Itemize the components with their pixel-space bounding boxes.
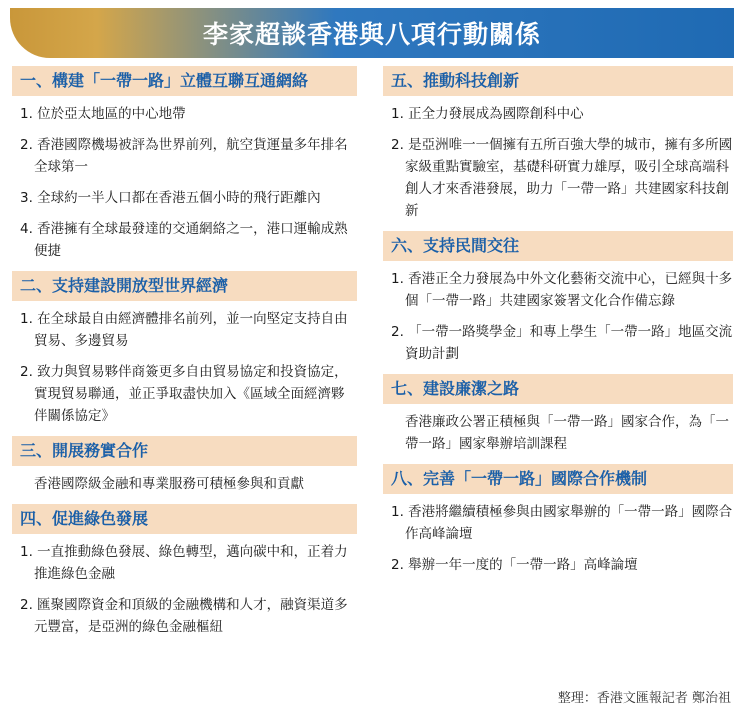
list-item: 2. 香港國際機場被評為世界前列，航空貨運量多年排名全球第一: [20, 137, 348, 175]
section-7: [383, 374, 733, 455]
list-item: 1. 香港正全力發展為中外文化藝術交流中心，已經與十多個「一帶一路」共建國家簽署文化合作備忘錄: [391, 271, 733, 309]
list-item: 2. 致力與貿易夥伴商簽更多自由貿易協定和投資協定，實現貿易聯通，並正爭取盡快加入《區域全面經濟夥伴關係協定》: [20, 364, 348, 424]
list-item: 2. 舉辦一年一度的「一帶一路」高峰論壇: [391, 557, 638, 573]
section-3: [12, 436, 357, 495]
section-paragraph: 香港國際級金融和專業服務可積極參與和貢獻: [34, 476, 304, 492]
section-6: [383, 231, 733, 365]
right-column: [383, 66, 733, 585]
section-8: [383, 464, 733, 576]
list-item: 1. 正全力發展成為國際創科中心: [391, 106, 584, 122]
section-heading: 二、支持建設開放型世界經濟: [12, 271, 357, 301]
section-heading: 五、推動科技創新: [383, 66, 733, 96]
section-5: [383, 66, 733, 222]
list-item: 1. 位於亞太地區的中心地帶: [20, 106, 186, 122]
list-item: 1. 香港將繼續積極參與由國家舉辦的「一帶一路」國際合作高峰論壇: [391, 504, 733, 542]
page-title: 李家超談香港與八項行動關係: [202, 20, 541, 49]
list-item: 2. 匯聚國際資金和頂級的金融機構和人才，融資渠道多元豐富，是亞洲的綠色金融樞紐: [20, 597, 348, 635]
title-banner: [10, 8, 734, 58]
section-heading: 四、促進綠色發展: [12, 504, 357, 534]
section-heading: 七、建設廉潔之路: [383, 374, 733, 404]
list-item: 2. 是亞洲唯一一個擁有五所百強大學的城市，擁有多所國家級重點實驗室，基礎科研實力雄厚，吸引全球高端科創人才來香港發展，助力「一帶一路」共建國家科技創新: [391, 137, 733, 219]
section-heading: 三、開展務實合作: [12, 436, 357, 466]
section-1: [12, 66, 357, 262]
list-item: 2. 「一帶一路獎學金」和專上學生「一帶一路」地區交流資助計劃: [391, 324, 733, 362]
list-item: 4. 香港擁有全球最發達的交通網絡之一，港口運輸成熟便捷: [20, 221, 348, 259]
section-heading: 一、構建「一帶一路」立體互聯互通網絡: [12, 66, 357, 96]
list-item: 1. 在全球最自由經濟體排名前列，並一向堅定支持自由貿易、多邊貿易: [20, 311, 348, 349]
list-item: 3. 全球約一半人口都在香港五個小時的飛行距離內: [20, 190, 321, 206]
section-heading: 六、支持民間交往: [383, 231, 733, 261]
list-item: 1. 一直推動綠色發展、綠色轉型，邁向碳中和，正着力推進綠色金融: [20, 544, 348, 582]
left-column: [12, 66, 357, 647]
section-2: [12, 271, 357, 427]
section-4: [12, 504, 357, 638]
section-paragraph: 香港廉政公署正積極與「一帶一路」國家合作，為「一帶一路」國家舉辦培訓課程: [405, 414, 729, 452]
reporter-credit: 整理：香港文匯報記者 鄭治祖: [557, 691, 731, 706]
section-heading: 八、完善「一帶一路」國際合作機制: [383, 464, 733, 494]
